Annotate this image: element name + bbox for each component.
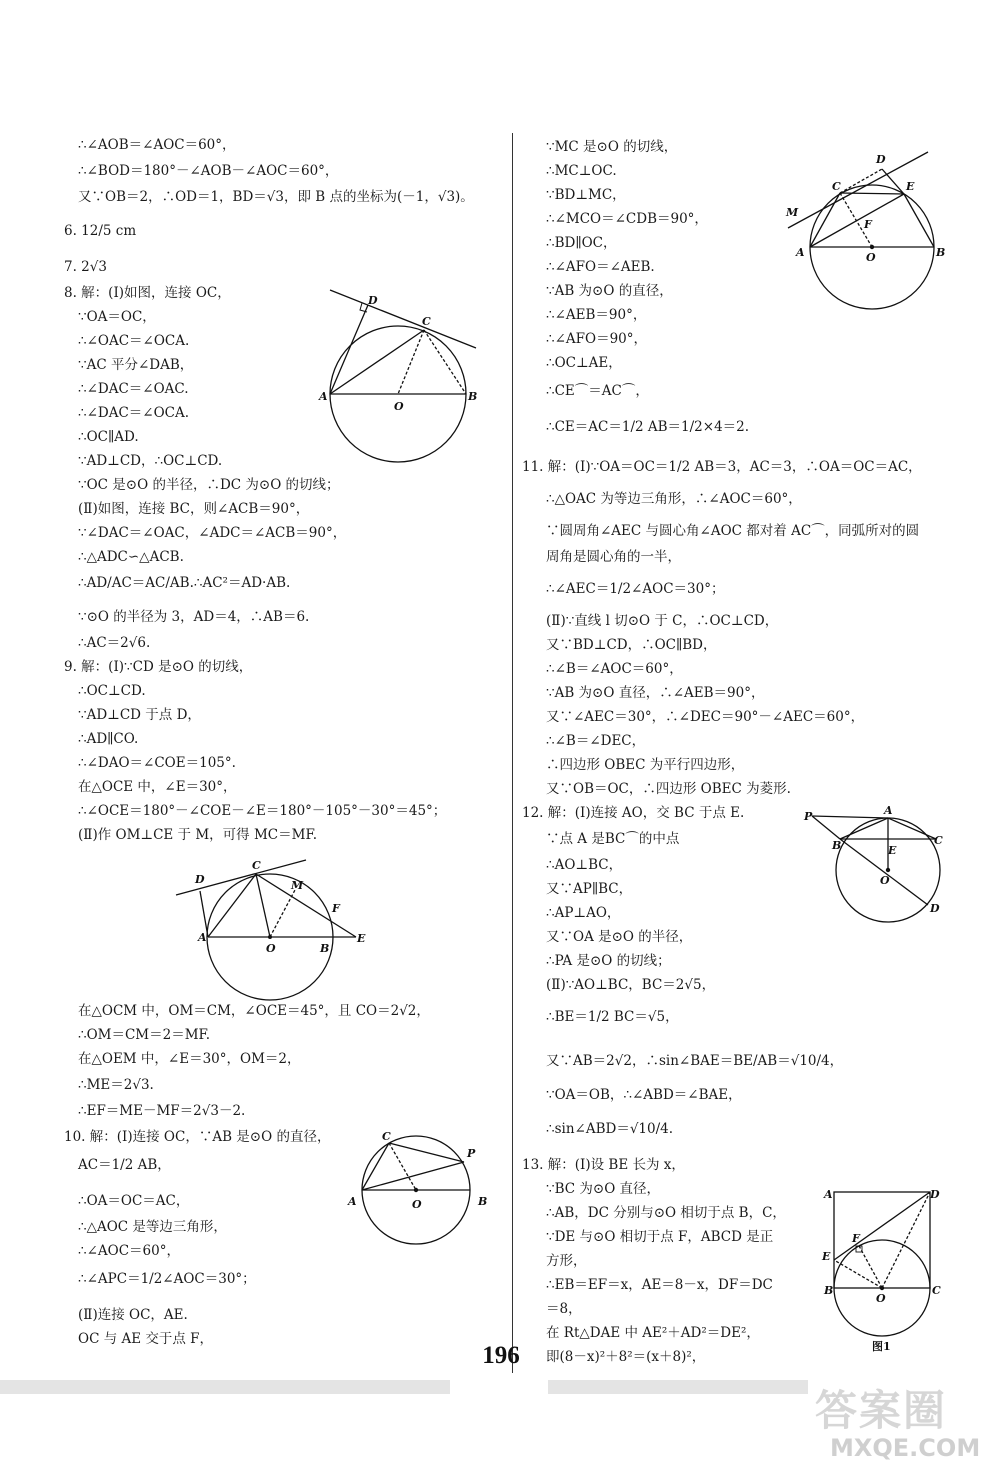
text-line: ∴CE＝AC＝1/2 AB＝1/2×4＝2.: [546, 419, 750, 435]
figure-q8: [316, 290, 488, 500]
label: C: [252, 859, 261, 872]
q13-line: 即(8－x)²＋8²＝(x＋8)²，: [546, 1349, 706, 1365]
label: A: [884, 804, 893, 817]
label: O: [394, 400, 404, 413]
q12-line: ∴sin∠ABD＝√10/4.: [546, 1121, 674, 1137]
label: C: [934, 834, 943, 847]
label: M: [786, 206, 799, 219]
q13-line: ＝8，: [546, 1301, 582, 1317]
q11-line: 又∵∠AEC＝30°，∴∠DEC＝90°－∠AEC＝60°，: [546, 709, 865, 725]
figure-q13: [818, 1184, 948, 1354]
label: A: [198, 931, 207, 944]
q11-line: ∵圆周角∠AEC 与圆心角∠AOC 都对着 AC⌒，同弧所对的圆: [546, 523, 920, 539]
q11-line: 11. 解：(Ⅰ)∵OA＝OC＝1/2 AB＝3，AC＝3，∴OA＝OC＝AC，: [522, 459, 922, 475]
caption: 图1: [872, 1340, 891, 1353]
q9-line: ∴EF＝ME－MF＝2√3－2.: [78, 1103, 246, 1119]
label: O: [266, 942, 276, 955]
q12-line: 又∵AP∥BC，: [546, 881, 633, 897]
q11-line: ∴△OAC 为等边三角形，∴∠AOC＝60°，: [546, 491, 802, 507]
q13-line: 13. 解：(Ⅰ)设 BE 长为 x，: [522, 1157, 685, 1173]
q12-line: ∴PA 是⊙O 的切线；: [546, 953, 671, 969]
q10-line: ∴OA＝OC＝AC，: [78, 1193, 190, 1209]
q12-line: ∵点 A 是BC⌒的中点: [546, 831, 680, 847]
label: D: [876, 153, 886, 166]
label: A: [824, 1188, 833, 1201]
label: B: [824, 1284, 834, 1297]
text-line: 又∵OB＝2，∴OD＝1，BD＝√3，即 B 点的坐标为(－1，√3)。: [78, 189, 474, 205]
text-line: ∴∠MCO＝∠CDB＝90°，: [546, 211, 708, 227]
q13-line: ∴AB，DC 分别与⊙O 相切于点 B，C，: [546, 1205, 786, 1221]
q9-line: ∴ME＝2√3.: [78, 1077, 154, 1093]
q9-diagram: [196, 855, 376, 1005]
q13-diagram: [818, 1184, 948, 1354]
label: B: [468, 390, 478, 403]
q9-line: ∴OC⊥CD.: [78, 683, 146, 699]
q13-line: ∴EB＝EF＝x，AE＝8－x，DF＝DC: [546, 1277, 773, 1293]
watermark-logo: 答案圈: [815, 1386, 948, 1435]
label: E: [822, 1250, 831, 1263]
label: O: [866, 251, 876, 264]
watermark-url: MXQE.COM: [830, 1434, 981, 1462]
label: O: [412, 1198, 422, 1211]
q9-line: 在△OEM 中，∠E＝30°，OM＝2，: [78, 1051, 301, 1067]
q8-line: ∵∠DAC＝∠OAC，∠ADC＝∠ACB＝90°，: [78, 525, 347, 541]
text-line: ∴OC⊥AE，: [546, 355, 622, 371]
q9-line: ∴AD∥CO.: [78, 731, 139, 747]
figure-q10-right: [778, 150, 958, 310]
label: B: [478, 1195, 488, 1208]
q9-line: ∴∠DAO＝∠COE＝105°.: [78, 755, 236, 771]
q8-line: ∵⊙O 的半径为 3，AD＝4，∴AB＝6.: [78, 609, 310, 625]
q11-line: ∴∠AEC＝1/2∠AOC＝30°；: [546, 581, 725, 597]
q9-line: ∴∠OCE＝180°－∠COE－∠E＝180°－105°－30°＝45°；: [78, 803, 447, 819]
label: B: [832, 839, 842, 852]
q8-line: ∴∠OAC＝∠OCA.: [78, 333, 190, 349]
text-line: ∴∠AFO＝90°，: [546, 331, 648, 347]
text-line: ∴MC⊥OC.: [546, 163, 617, 179]
q9-line: ∴OM＝CM＝2＝MF.: [78, 1027, 211, 1043]
label: M: [291, 879, 304, 892]
label: B: [936, 246, 946, 259]
label: E: [906, 180, 915, 193]
text-line: ∴CE⌒＝AC⌒，: [546, 383, 649, 399]
label: D: [195, 873, 205, 886]
column-divider: [512, 133, 513, 1373]
q9-line: 在△OCM 中，OM＝CM，∠OCE＝45°，且 CO＝2√2，: [78, 1003, 430, 1019]
q10-line: ∴∠AOC＝60°，: [78, 1243, 180, 1259]
label: P: [467, 1147, 476, 1160]
q9-line: 9. 解：(Ⅰ)∵CD 是⊙O 的切线，: [64, 659, 253, 675]
footer-band-left: [0, 1380, 450, 1394]
page-number: 196: [482, 1342, 520, 1369]
figure-q9: [196, 855, 376, 1005]
q8-line: ∵AD⊥CD，∴OC⊥CD.: [78, 453, 223, 469]
label: E: [888, 844, 897, 857]
q11-line: 周角是圆心角的一半，: [546, 549, 681, 565]
q13-line: ∵DE 与⊙O 相切于点 F，ABCD 是正: [546, 1229, 774, 1245]
footer-band-right: [548, 1380, 808, 1394]
q8-line: ∴△ADC∽△ACB.: [78, 549, 184, 565]
answer-7: 7. 2√3: [64, 259, 107, 275]
q10-line: ∴△AOC 是等边三角形，: [78, 1219, 227, 1235]
q10-line: AC＝1/2 AB，: [78, 1157, 171, 1173]
q12-line: (Ⅱ)∵AO⊥BC，BC＝2√5，: [546, 977, 716, 993]
q13-line: 在 Rt△DAE 中 AE²＋AD²＝DE²，: [546, 1325, 760, 1341]
q8-line: ∴AD/AC＝AC/AB.∴AC²＝AD·AB.: [78, 575, 291, 591]
text-line: ∴∠AFO＝∠AEB.: [546, 259, 655, 275]
q10b-diagram: [778, 150, 958, 310]
text-line: ∴∠AEB＝90°，: [546, 307, 647, 323]
label: D: [368, 294, 378, 307]
label: C: [932, 1284, 941, 1297]
q11-line: ∴∠B＝∠DEC，: [546, 733, 646, 749]
q8-line: ∴OC∥AD.: [78, 429, 139, 445]
text-line: ∵MC 是⊙O 的切线，: [546, 139, 678, 155]
q8-line: ∵OC 是⊙O 的半径，∴DC 为⊙O 的切线；: [78, 477, 340, 493]
answer-6: 6. 12/5 cm: [64, 223, 137, 239]
q10-line: 10. 解：(Ⅰ)连接 OC，∵AB 是⊙O 的直径，: [64, 1129, 331, 1145]
q11-line: 又∵BD⊥CD，∴OC∥BD，: [546, 637, 717, 653]
text-line: ∴BD∥OC，: [546, 235, 617, 251]
q12-diagram: [800, 802, 950, 932]
q9-line: ∵AD⊥CD 于点 D，: [78, 707, 201, 723]
q10-diagram: [344, 1130, 494, 1250]
label: F: [332, 902, 340, 915]
q12-line: 又∵OA 是⊙O 的半径，: [546, 929, 693, 945]
q8-line: ∴∠DAC＝∠OCA.: [78, 405, 190, 421]
q12-line: ∵OA＝OB，∴∠ABD＝∠BAE，: [546, 1087, 742, 1103]
q8-diagram: [316, 290, 488, 500]
label: A: [319, 390, 328, 403]
text-line: ∴∠AOB＝∠AOC＝60°，: [78, 137, 236, 153]
q12-line: ∴BE＝1/2 BC＝√5，: [546, 1009, 679, 1025]
q9-line: (Ⅱ)作 OM⊥CE 于 M，可得 MC＝MF.: [78, 827, 317, 843]
q11-line: ∵AB 为⊙O 直径，∴∠AEB＝90°，: [546, 685, 765, 701]
q8-line: ∵AC 平分∠DAB，: [78, 357, 194, 373]
q8-line: ∴∠DAC＝∠OAC.: [78, 381, 189, 397]
q11-line: ∴∠B＝∠AOC＝60°，: [546, 661, 683, 677]
label: O: [880, 874, 890, 887]
q11-line: ∴四边形 OBEC 为平行四边形，: [546, 757, 745, 773]
text-line: ∵BD⊥MC，: [546, 187, 626, 203]
q8-line: 8. 解：(Ⅰ)如图，连接 OC，: [64, 285, 231, 301]
label: P: [804, 810, 813, 823]
label: B: [320, 942, 330, 955]
text-line: ∴∠BOD＝180°－∠AOB－∠AOC＝60°，: [78, 163, 339, 179]
q12-line: 又∵AB＝2√2，∴sin∠BAE＝BE/AB＝√10/4，: [546, 1053, 844, 1069]
label: C: [422, 315, 431, 328]
q8-line: (Ⅱ)如图，连接 BC，则∠ACB＝90°，: [78, 501, 310, 517]
label: C: [382, 1130, 391, 1143]
label: F: [852, 1232, 860, 1245]
label: O: [876, 1292, 886, 1305]
q10-line: (Ⅱ)连接 OC，AE.: [78, 1307, 188, 1323]
label: A: [796, 246, 805, 259]
q9-line: 在△OCE 中，∠E＝30°，: [78, 779, 237, 795]
figure-q10: [344, 1130, 494, 1250]
q13-line: ∵BC 为⊙O 直径，: [546, 1181, 661, 1197]
q13-line: 方形，: [546, 1253, 587, 1269]
text-line: ∵AB 为⊙O 的直径，: [546, 283, 673, 299]
label: E: [357, 932, 366, 945]
q12-line: 12. 解：(Ⅰ)连接 AO，交 BC 于点 E.: [522, 805, 745, 821]
q11-line: 又∵OB＝OC，∴四边形 OBEC 为菱形.: [546, 781, 791, 797]
q10-line: ∴∠APC＝1/2∠AOC＝30°；: [78, 1271, 256, 1287]
label: C: [832, 180, 841, 193]
q12-line: ∴AO⊥BC，: [546, 857, 623, 873]
q11-line: (Ⅱ)∵直线 l 切⊙O 于 C，∴OC⊥CD，: [546, 613, 779, 629]
label: D: [930, 1188, 940, 1201]
q10-line: OC 与 AE 交于点 F，: [78, 1331, 214, 1347]
figure-q12: [800, 802, 950, 932]
label: A: [348, 1195, 357, 1208]
label: F: [864, 218, 872, 231]
q8-line: ∵OA＝OC，: [78, 309, 156, 325]
q8-line: ∴AC＝2√6.: [78, 635, 151, 651]
label: D: [930, 902, 940, 915]
q12-line: ∴AP⊥AO，: [546, 905, 621, 921]
